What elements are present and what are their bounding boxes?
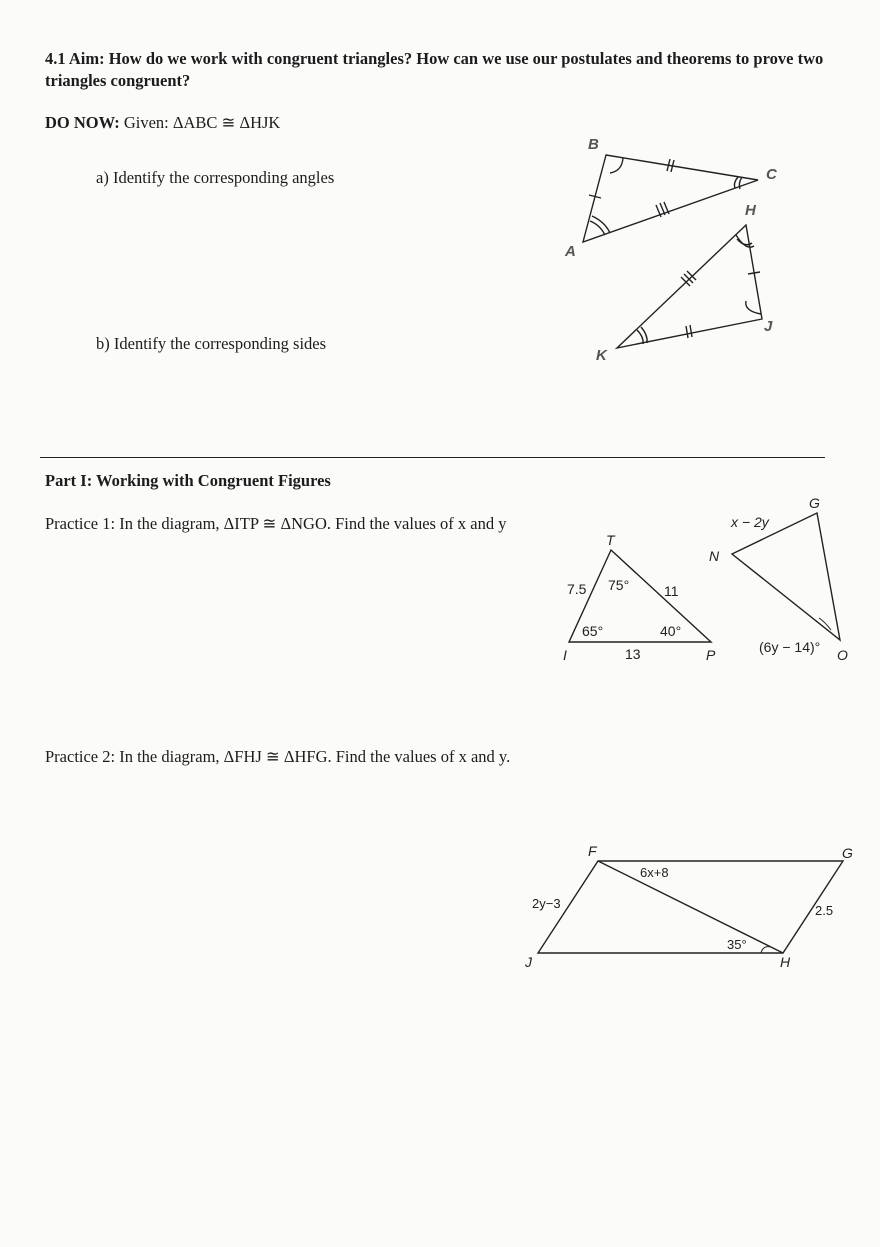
- side-label-fj: 2y−3: [532, 896, 561, 911]
- vertex-label-g3: G: [842, 845, 853, 861]
- do-now-label: DO NOW:: [45, 113, 120, 132]
- side-label-it: 7.5: [567, 581, 587, 597]
- angle-label-h: 35°: [727, 937, 747, 952]
- triangle-ngo: [732, 513, 840, 640]
- vertex-label-n: N: [709, 548, 720, 564]
- aim-heading: 4.1 Aim: How do we work with congruent triangles? How can we use our postulates and theorems to prove two triangles congruent?: [45, 49, 824, 90]
- part1-title: Part I: Working with Congruent Figures: [45, 471, 331, 490]
- figure-congruent-triangles-abc-hjk: [550, 125, 790, 375]
- side-label-fh: 6x+8: [640, 865, 669, 880]
- side-label-ip: 13: [625, 646, 641, 662]
- angle-label-t: 75°: [608, 577, 630, 593]
- vertex-label-k: K: [596, 347, 607, 364]
- diagonal-fh: [598, 861, 783, 953]
- angle-label-i: 65°: [582, 623, 604, 639]
- vertex-label-h3: H: [780, 954, 791, 970]
- side-label-tp: 11: [664, 583, 679, 599]
- vertex-label-f: F: [588, 843, 597, 859]
- vertex-label-c: C: [766, 166, 777, 183]
- vertex-label-h: H: [745, 202, 756, 219]
- do-now-given: Given: ΔABC ≅ ΔHJK: [123, 113, 281, 132]
- angle-label-p: 40°: [660, 623, 682, 639]
- triangle-hjk: [617, 225, 762, 348]
- question-a: a) Identify the corresponding angles: [96, 168, 335, 187]
- side-label-ng: x − 2y: [731, 514, 769, 530]
- vertex-label-j: J: [764, 318, 773, 335]
- side-label-gh: 2.5: [815, 903, 834, 918]
- figure-triangles-itp-ngo: [555, 490, 865, 670]
- practice1-prompt: Practice 1: In the diagram, ΔITP ≅ ΔNGO. Find the values of x and y: [45, 514, 507, 533]
- triangle-abc: [583, 155, 758, 242]
- vertex-label-j3: J: [525, 954, 532, 970]
- vertex-label-b: B: [588, 136, 599, 153]
- vertex-label-g: G: [809, 495, 820, 511]
- figure-parallelogram-fghj: [515, 835, 860, 980]
- vertex-label-i: I: [563, 647, 567, 663]
- vertex-label-p: P: [706, 647, 716, 663]
- angle-label-o: (6y − 14)°: [759, 639, 821, 655]
- practice2-prompt: Practice 2: In the diagram, ΔFHJ ≅ ΔHFG. Find the values of x and y.: [45, 747, 511, 766]
- do-now-line: [45, 113, 280, 133]
- question-b: b) Identify the corresponding sides: [96, 334, 327, 353]
- vertex-label-t: T: [606, 532, 615, 548]
- section-divider: [40, 457, 825, 458]
- vertex-label-a: A: [565, 243, 576, 260]
- vertex-label-o: O: [837, 647, 848, 663]
